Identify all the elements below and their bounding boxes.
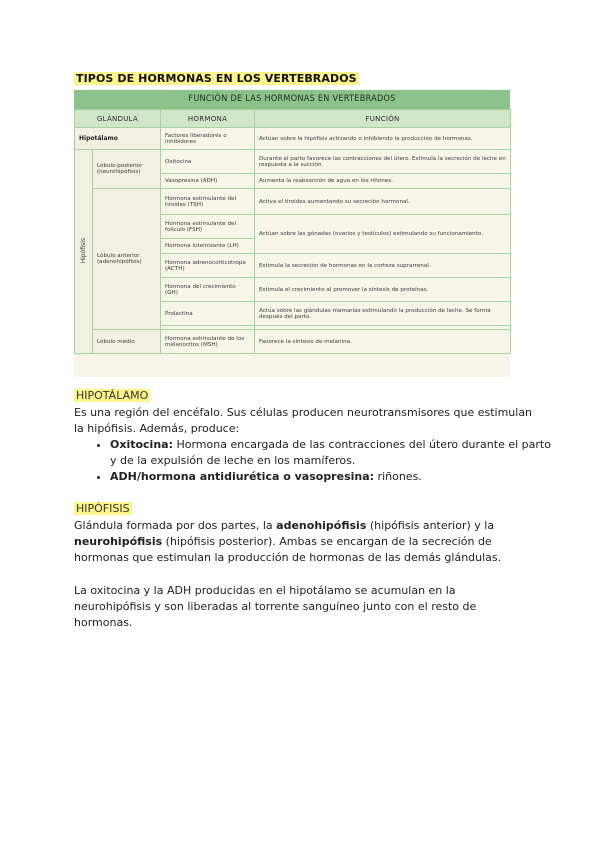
gland-lobulo-anterior: Lóbulo anterior (adenohipófisis) (93, 189, 161, 330)
table-row (75, 189, 511, 215)
hormone-cell: Hormona adrenocorticotropa (ACTH) (161, 254, 255, 278)
hormone-table (74, 109, 511, 354)
list-item (110, 469, 560, 485)
function-cell: Actúa sobre las glándulas mamarias estimulando la producción de leche. Se forma después del parto. (255, 302, 511, 326)
bullet-term: ADH/hormona antidiurética o vasopresina: (110, 470, 375, 483)
hormone-cell: Prolactina (161, 302, 255, 326)
term-adenohipofisis: adenohipófisis (276, 519, 367, 532)
hormone-cell: Hormona estimulante de los melanocitos (MSH) (161, 330, 255, 354)
section-heading-hipofisis: HIPÓFISIS (76, 502, 130, 515)
hipotalamo-bullet-list (74, 437, 560, 485)
hormone-cell: Hormona luteinizante (LH) (161, 239, 255, 254)
function-cell: Actúan sobre la hipófisis activando o inhibiendo la producción de hormonas. (255, 128, 511, 150)
function-cell: Actúan sobre las gónadas (ovarios y testículos) estimulando su funcionamiento. (255, 215, 511, 254)
bullet-text: riñones. (374, 470, 422, 483)
function-cell: Durante el parto favorece las contracciones del útero. Estimula la secreción de leche en respuesta a la succión. (255, 150, 511, 174)
bullet-text: Hormona encargada de las contracciones del útero durante el parto y de la expulsión de leche en los mamíferos. (110, 438, 551, 467)
table-caption: FUNCIÓN DE LAS HORMONAS EN VERTEBRADOS (74, 90, 510, 109)
hormone-cell: Hormona estimulante del tiroides (TSH) (161, 189, 255, 215)
hormone-cell: Factores liberadores o inhibidores (161, 128, 255, 150)
table-row (75, 128, 511, 150)
table-row (75, 150, 511, 174)
hormone-cell: Hormona del crecimiento (GH) (161, 278, 255, 302)
hormone-cell: Hormona estimulante del folículo (FSH) (161, 215, 255, 239)
function-cell: Estimula el crecimiento al promover la síntesis de proteínas. (255, 278, 511, 302)
function-cell: Aumenta la reabsorción de agua en los riñones. (255, 174, 511, 189)
gland-lobulo-medio: Lóbulo medio (93, 330, 161, 354)
hormone-cell: Vasopresina (ADH) (161, 174, 255, 189)
gland-hipofisis-cell (75, 150, 93, 354)
hipotalamo-paragraph: Es una región del encéfalo. Sus células producen neurotransmisores que estimulan la hipófisis. Además, produce: (74, 406, 533, 435)
hormone-cell: Oxitocina (161, 150, 255, 174)
list-item (110, 437, 560, 469)
table-row (75, 330, 511, 354)
bullet-term: Oxitocina: (110, 438, 173, 451)
header-glandula: GLÁNDULA (75, 110, 161, 128)
function-cell: Estimula la secreción de hormonas en la corteza suprarrenal. (255, 254, 511, 278)
function-cell: Favorece la síntesis de melanina. (255, 330, 511, 354)
header-funcion: FUNCIÓN (255, 110, 511, 128)
page-title: TIPOS DE HORMONAS EN LOS VERTEBRADOS (76, 72, 357, 85)
term-neurohipofisis: neurohipófisis (74, 535, 163, 548)
gland-hipofisis: Hipófisis (80, 237, 87, 264)
gland-lobulo-posterior: Lóbulo posterior (neurohipófisis) (93, 150, 161, 189)
hipofisis-paragraph-1: Glándula formada por dos partes, la adenohipófisis (hipófisis anterior) y la neurohipófisis (hipófisis posterior). Ambas se encargan de la secreción de hormonas que estimulan la producción de hormonas de las demás glándulas. (74, 519, 502, 564)
gland-hipotalamo: Hipotálamo (75, 128, 161, 150)
function-cell: Activa el tiroides aumentando su secreción hormonal. (255, 189, 511, 215)
section-heading-hipotalamo: HIPOTÁLAMO (76, 389, 149, 402)
table-header-row (75, 110, 511, 128)
hipofisis-paragraph-2: La oxitocina y la ADH producidas en el hipotálamo se acumulan en la neurohipófisis y son liberadas al torrente sanguíneo junto con el resto de hormonas. (74, 584, 477, 629)
header-hormona: HORMONA (161, 110, 255, 128)
hormone-table-figure (74, 90, 510, 377)
